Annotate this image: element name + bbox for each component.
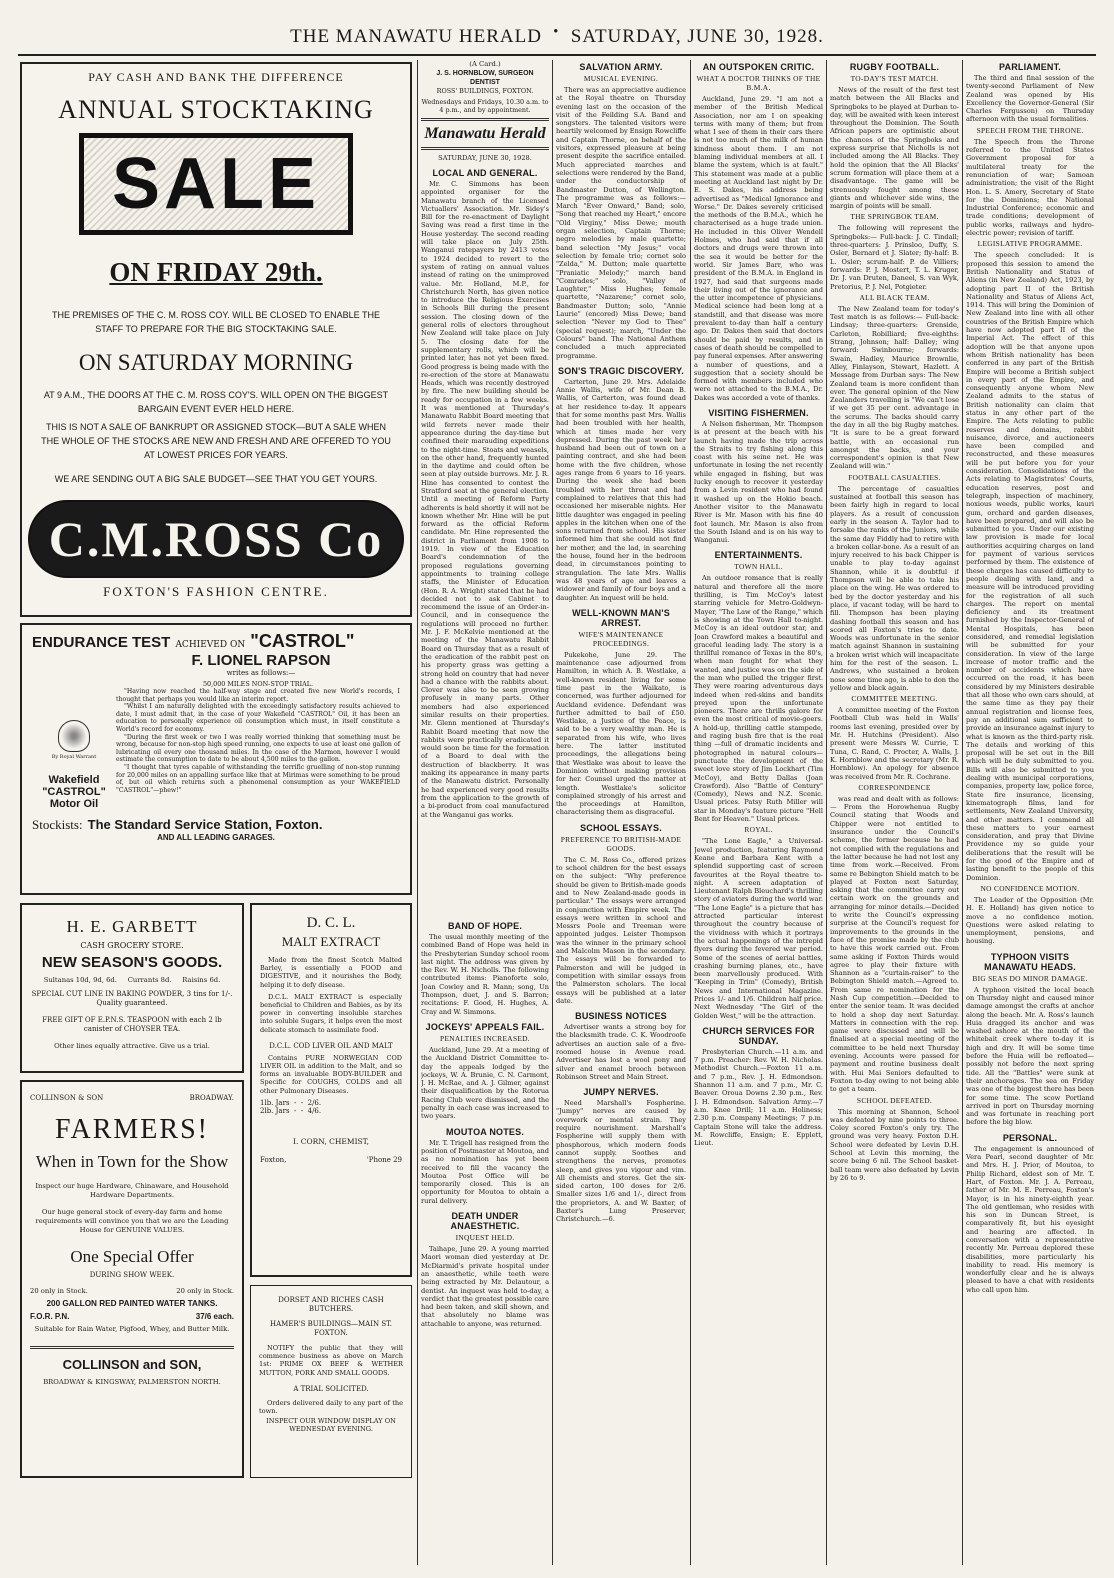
nerves-body: Need Marshall's Fospherine. "Jumpy" nerves are caused by overwork or mental strain. They require nourishment. Marshall's Fospherine will supply them with phosphorous, which modern foods cannot supply. Soothes and strengthens the nerves, promotes sleep, and gives you vigour and vim. All chemists and stores. Get the six-sided carton, 100 doses for 2/6. Smaller sizes 1/6 and 1/-, direct from the proprietors, A. and W. Baxter, of Baxter's Lung Preserver, Christchurch.—6. [556, 1099, 686, 1224]
collinson-stock: Our huge general stock of every-day farm and home requirements will convince you that we are the Leading House for GENUINE VALUES. [35, 1208, 229, 1234]
masthead [18, 26, 1096, 48]
entertainments-heading: ENTERTAINMENTS. [714, 550, 803, 561]
column-7 [966, 60, 1094, 1294]
dentist-hours: Wednesdays and Fridays, 10.30 a.m. to 4 p.m., and by appointment. [421, 98, 549, 114]
collinson-price-row [30, 1312, 234, 1321]
castrol-motor-oil: Motor Oil [49, 798, 99, 810]
herald-dateline: SATURDAY, JUNE 30, 1928. [438, 154, 532, 162]
ross-budget: WE ARE SENDING OUT A BIG SALE BUDGET—SEE THAT YOU GET YOURS. [54, 474, 378, 484]
dentist-building: ROSS' BUILDINGS, FOXTON. [436, 87, 534, 95]
springbok-subheading: THE SPRINGBOK TEAM. [850, 212, 939, 222]
sale-banner [32, 133, 400, 235]
masthead-rule [18, 54, 1096, 56]
no-confidence-subheading: NO CONFIDENCE MOTION. [980, 883, 1080, 893]
parliament-body: The third and final session of the twenty-second Parliament of New Zealand was opened by His Excellency the Governor-General (Sir Charles Fergusson) on Thursday afternoon with the usual formalities. [966, 74, 1094, 124]
collinson-fob: F.O.R. P.N. [30, 1312, 70, 1321]
son-heading: SON'S TRAGIC DISCOVERY. [558, 365, 684, 376]
dcl-chemist: I. CORN, CHEMIST, [293, 1136, 369, 1146]
column-rule [826, 60, 827, 1565]
herald-nameplate: Manawatu Herald [424, 125, 546, 142]
dcl-body1: Made from the finest Scotch Malted Barley, is essentially a FOOD and DIGESTIVE, and it nourishes the Body, helping it to defy disease. [260, 956, 402, 989]
fishermen-heading: VISITING FISHERMEN. [708, 407, 809, 418]
stockists-label: Stockists: [32, 817, 83, 832]
nameplate-rule [421, 118, 549, 121]
collinson-firm: COLLINSON & SON [30, 1094, 104, 1102]
speech-subheading: SPEECH FROM THE THRONE. [976, 125, 1084, 135]
ross-not-bankrupt: THIS IS NOT A SALE OF BANKRUPT OR ASSIGNED STOCK—BUT A SALE WHEN THE WHOLE OF THE STOCKS ARE NEW AND FRESH AND ARE OFFERED TO YOU AT LOWEST PRICES FOR YEARS. [41, 422, 391, 460]
dcl-title: D. C. L. [306, 915, 356, 931]
butchers-orders: Orders delivered daily to any part of the town. [259, 1398, 403, 1416]
butchers-ad [250, 1285, 412, 1478]
castrol-p2: "Whilst I am naturally delighted with the exceedingly satisfactory results achieved to date, I must admit that, in the case of your Wakefield "CASTROL" Oil, it has been an education to personally experience oil consumption which must, in itself constitute a World's record for economy. [116, 703, 400, 733]
defeated-subheading: SCHOOL DEFEATED. [856, 1095, 933, 1105]
collinson-address: BROADWAY & KINGSWAY, PALMERSTON NORTH. [43, 1378, 221, 1386]
castrol-content [32, 680, 400, 810]
typhoon-heading: TYPHOON VISITS MANAWATU HEADS. [984, 951, 1076, 972]
dcl-phone: 'Phone 29 [366, 1155, 402, 1164]
dcl-body2: D.C.L. MALT EXTRACT is especially beneficial to Children and Babies, as by its power in converting insoluble starches into soluble Sugars, it helps even the most delicate stomach to assimilate food. [260, 992, 402, 1034]
church-body: Presbyterian Church.—11 a.m. and 7 p.m. Preacher: Rev. W. H. Nicholas. Methodist Church.—Foxton 11 a.m. and 7 p.m., Rev. J. H. Edmondson. Shannon 11 a.m. and 7 p.m., Mr. C. Beaver. Oroua Downs 2.30 p.m., Rev. J. H. Edmondson. Salvation Army.—7 a.m. Knee Drill; 11 a.m. Holiness; 2.30 p.m. Company Meetings; 7 p.m. Captain Stone will take the address. M. Rowcliffe, Ensign; E. Epplett, Lieut. [694, 1047, 823, 1148]
collinson-rule [30, 1346, 234, 1349]
collinson-instock-right: 20 only in Stock. [176, 1287, 234, 1295]
garbett-name: H. E. GARBETT [66, 917, 198, 936]
salvation-subheading: MUSICAL EVENING. [583, 74, 659, 83]
collinson-price: 37/6 each. [195, 1312, 234, 1321]
ross-fashion: FOXTON'S FASHION CENTRE. [103, 584, 329, 599]
local-general-body: Mr. C. Simmons has been appointed organiser for the Manawatu branch of the Licensed Victuallers' Association. Mr. Sidey's Bill for the re-enactment of Daylight Saving was read a first time in the House yesterday. The second reading will take place on July 25th. Wanganui ratepayers by 2413 votes to 1924 decided to revert to the system of rating on annual values instead of rating on the unimproved value. Mr. Holland, M.P., for Christchurch North, has given notice to introduce the Religious Exercises in Schools Bill during the present session. The closing down of the general rolls of electors throughout New Zealand will take place on July 5. The closing date for the supplementary rolls, which will be printed later, has not yet been fixed. Good progress is being made with the re-erection of the store at Manawatu Heads, which was recently destroyed by fire. The new building should be ready for occupation in a few weeks. It was mentioned at Thursday's Manawatu Rabbit Board meeting that wild ferrets never made their appearance during the day-time but confined their marauding expeditions to the night-time. Stoats and weasels, on the other hand, frequently hunted in the daytime and could often be seen at play outside burrows. Mr. J. R. Hine has consented to contest the Stratford seat at the general election. Until a meeting of Reform Party adherents is held shortly it will not be known whether Mr. Hine will be put forward as the official Reform candidate. Mr. Hine represented the district in Parliament from 1908 to 1919. In view of the Education Board's condemnation of the proposed regulations governing appointments to training college staffs, the Minister of Education (Hon. R. A. Wright) stated that he had decided not to ask Cabinet to recommend the issue of an Order-in-Council, and in consequence the regulations will proceed no further. Mr. J. F. McKelvie mentioned at the meeting of the Manawatu Rabbit Board on Thursday that as a result of the eradication of the rabbit pest on his property grass was getting a strong hold on country that had never had a chance with the rabbits about. Clover was also to be seen growing profusely in many parts. Other members had also experienced similar results on their properties. Mr. Glenn mentioned at Thursday's Rabbit Board meeting that now the rabbits were practically eradicated it would soon be time for the formation of a Board to deal with the destruction of blackberry. It was making its appearance in many parts of the Manawatu district. Personally he had experienced very good results from the application to the growth of a bi-product from coal manufactured at the Wanganui gas works. [421, 180, 549, 819]
salvation-body: There was an appreciative audience at the Royal theatre on Thursday evening last on the occasion of the visit of the Feilding S.A. Band and songsters. The talented visitors were heartily welcomed by Ensign Rowcliffe and Captain Thorne, on behalf of the visitors, expressed pleasure at being present despite the sacrifice entailed. Much appreciated marches and selections were rendered by the Band, under the conductorship of Bandmaster Dutton, of Wellington. The programme was as follows:— March "Ever Onward," Band; solo, "Song that reached my Heart," encore "Old Virginy," Miss Dewe; mouth organ selection, Captain Thorne; negro melodies by male quartette; band selection "My Jesus;" vocal selection by female trio; cornet solo "Zelda," M. Dutton; male quartette "Praniatic Melody;" march band "Comrades;" solo, "Valley of Laughter," Miss Hughes; female quartette, "Nazarene;" cornet solo, Bandmaster Dutton; solo, "Annie Laurie" (encored) Miss Dewe; band selection "Never my God to Thee" (special request); march, "Under the Colours" band. The National Anthem concluded a much appreciated programme. [556, 86, 686, 360]
church-heading: CHURCH SERVICES FOR SUNDAY. [702, 1025, 815, 1046]
ross-logo-box [28, 500, 404, 578]
garbett-other: Other lines equally attractive. Give us a trial. [54, 1042, 210, 1050]
butchers-trial: A TRIAL SOLICITED. [293, 1384, 369, 1393]
dentist-name: J. S. HORNBLOW, SURGEON DENTIST [436, 70, 534, 86]
column-4 [556, 60, 686, 1224]
town-hall-subheading: TOWN HALL. [734, 562, 783, 572]
jockeys-subheading: PENALTIES INCREASED. [440, 1033, 530, 1043]
column-5 [694, 60, 823, 1147]
nameplate-rule-bottom [421, 147, 549, 150]
ross-doors: AT 9 A.M., THE DOORS AT THE C. M. ROSS COY'S. WILL OPEN ON THE BIGGEST BARGAIN EVENT EVER HELD HERE. [43, 390, 389, 414]
arrest-subheading: WIFE'S MAINTENANCE PROCEEDINGS. [578, 629, 664, 648]
castrol-p3: "During the first week or two I was really worried thinking that something must be wrong, because for non-stop high speed running, one expects to use at least one gallon of lubricating oil every one thousand miles. In the case of the Marmon, however I would estimate the consumption to date to be about 4,500 miles to the gallon. [116, 733, 400, 764]
rugby-heading: RUGBY FOOTBALL. [849, 62, 940, 72]
local-general-heading: LOCAL AND GENERAL. [432, 168, 538, 178]
castrol-writes: writes as follows:— [226, 669, 296, 677]
test-subheading: TO-DAY'S TEST MATCH. [850, 74, 939, 83]
castrol-achieved: ACHIEVED ON [175, 640, 246, 650]
castrol-brand: "CASTROL" [250, 631, 355, 651]
garbett-gift: FREE GIFT OF E.P.N.S. TEASPOON with each 2 lb canister of CHOYSER TEA. [42, 1016, 222, 1033]
castrol-letter [116, 680, 400, 810]
speech-body: The Speech from the Throne referred to the United States Government proposal for a multilateral treaty for the renunciation of war; Samoan administration; the visit of the Right Hon. L. S. Amery, Secretary of State for the Dominions; the National Industrial Conference; economic and trade conditions; development of public works, railways and hydro-electric power; revision of tariff. [966, 137, 1094, 238]
column-3 [421, 60, 549, 1328]
masthead-paper: THE MANAWATU HERALD [290, 26, 542, 47]
collinson-offer: One Special Offer [70, 1247, 194, 1266]
collinson-suitable: Suitable for Rain Water, Pigfood, Whey, and Butter Milk. [34, 1325, 230, 1333]
garbett-ad [20, 903, 244, 1073]
ross-title: ANNUAL STOCKTAKING [58, 95, 374, 124]
stockists-station: The Standard Service Station, Foxton. [87, 817, 323, 832]
crest-icon [58, 720, 90, 752]
parliament-heading: PARLIAMENT. [998, 62, 1062, 72]
castrol-title: ENDURANCE TEST [32, 634, 171, 651]
masthead-date: SATURDAY, JUNE 30, 1928. [570, 26, 824, 47]
ross-saturday: ON SATURDAY MORNING [78, 350, 354, 375]
typhoon-body: A typhoon visited the local beach on Thursday night and caused minor damage amongst the crafts at anchor along the beach. Mr. A. Ross's launch Huia dragged its anchor and was washed ashore at the mouth of the whitebait creek where to-day it is high and dry. It will be some time before the Huia will be refloated—possibly not before the next spring tide. All the "Battles" were sunk at their anchorages. The sea on Friday was one of the biggest there has been for some time. The scow Portland arrived in port on Thursday morning and was fortunate in reaching port before the big blow. [966, 985, 1094, 1127]
casualties-body: The percentage of casualties sustained at football this season has been fairly high in regard to local players. As a result of concussion early in the season A. Taylor had to forsake the ranks of the Juniors, while the same day Fiddly had to retire with a broken collar-bone. As a result of an injury received to his back Chipper is unable to play to-day against Shannon, while it is doubtful if Thompson will be able to take his place on the wing. He was ordered to bed by the doctor yesterday and his place, if vacant today, will be hard to fill. Thompson has been playing dashing football this season and has scored all Foxton's tries to date. Woods was unfortunate in the senior match against Shannon in sustaining a broken wrist which will incapacitate him for the rest of the season. L. Andrews, who sustained a broken nose some time ago, is able to don the yellow and black again. [830, 484, 959, 692]
death-body: Taihape, June 29. A young married Maori woman died yesterday at Dr. McDiarmid's private hospital under an anaesthetic, while teeth were being extracted by Mr. Delautour, a dentist. An inquest was held to-day, a verdict that the greatest possible care had been taken, and skill shown, and that absolutely no blame was attachable to anyone, was returned. [421, 1245, 549, 1328]
collinson-farmers: FARMERS! [55, 1114, 209, 1145]
column-rule [690, 60, 691, 1565]
allblack-subheading: ALL BLACK TEAM. [859, 292, 930, 302]
collinson-inspect: Inspect our huge Hardware, Chinaware, and Household Hardware Departments. [35, 1182, 229, 1199]
no-confidence-body: The Leader of the Opposition (Mr. H. E. Holland) has given notice to move a no confidence motion. Questions were asked relating to unemployment, pensions, and housing. [966, 895, 1094, 946]
dcl-cod: D.C.L. COD LIVER OIL AND MALT [269, 1041, 393, 1050]
band-of-hope-body: The usual monthly meeting of the combined Band of Hope was held in the Presbyterian Sunday school room last night. The address was given by the Rev. W. H. Nicholls. The following contributed items: Pianoforte solo, Joan Cowley and R. Mann; song, Un Thompson, duet, J. and S. Barron; recitations: F. Good, H. Hughes, A. Cray and W. Simmons. [421, 933, 549, 1016]
death-subheading: INQUEST HELD. [455, 1233, 515, 1243]
moutoa-body: Mr. T. Trigell has resigned from the position of Postmaster at Moutoa, and as no nomination has yet been received to fill the vacancy the Moutoa Post Office will be temporarily closed. This is an opportunity for Moutoa to obtain a rural delivery. [421, 1138, 549, 1205]
dcl-subtitle: MALT EXTRACT [281, 934, 381, 949]
committee-body: A committee meeting of the Foxton Football Club was held in Walls' rooms last evening, presided over by Mr. H. Hutchins (President). Also present were Messrs W. Currie, T. Tuna, C. Rand, C. Procter, A. Walls, J. K. Hornblow and the secretary (Mr. R. Hornblow). An apology for absence was received from Mr. R. Cochrane. [830, 706, 959, 781]
salvation-heading: SALVATION ARMY. [579, 62, 663, 72]
royal-body: "The Lone Eagle," a Universal-Jewel production, featuring Raymond Keane and Barbara Kent with a splendid supporting cast of screen favourites at the Royal theatre to-night. A screen adaptation of Lieutenant Ralph Bleuchard's thrilling story of aviators during the world war. "The Lone Eagle" is a picture that has attracted particular interest throughout the country because of the vividness with which it portrays the actual happenings of the intrepid flyers during the fevered war period. Some of the scenes of aerial battles, crashing burning planes, etc., have been marvellously produced. With "Keeping in Trim" (Comedy), British News and International Magazine. Prices 1/- and 1/6. Children half price. Next Wednesday "The Girl of the Golden West," will be the attraction. [694, 837, 823, 1020]
dcl-jar2: 2lb. Jars - - 4/6. [260, 1106, 322, 1115]
castrol-ad [20, 623, 412, 895]
dcl-place: Foxton, [260, 1155, 287, 1164]
stockists-garages: AND ALL LEADING GARAGES. [157, 833, 275, 842]
critic-body: Auckland, June 29. "I am not a member of the British Medical Association, nor am I on speaking terms with many of them; but from what I see of them in their cars there is not too much of the milk of human kindness about them. I am not blaming individual members at all. I blame the system, which is at fault." This statement was made at a public meeting at Auckland last night by Dr. E. S. Dakes, his address being advertised as "Medical Ignorance and Worse." Dr. Dakes severely criticised the methods of the B.M.A., which he characterised as a huge trade union. He included in this Oliver Wendell Holmes, who had said that if all doctors and drugs were thrown into the sea it would be better for the world. Sir James Barr, who was president of the B.M.A. in England in 1927, had said that surgeons made their living out of the ignorance and the utter incompetence of physicians. Medical science had been long at a standstill, and that disease was more prevalent to-day than half a century ago. Dr. Dakes then said that doctors should be paid by results, and in cases of death should be compelled to pay funeral expenses. After answering a number of questions, and a suggestion that a society should be formed with members included who were not attached to the B.M.A., Dr. Dakes was accorded a vote of thanks. [694, 95, 823, 402]
correspondence-body: was read and dealt with as follows:— From the Horowhenua Rugby Council stating that Woods and Chipper were not entitled to insurance under the Council's scheme, the former because he had not complied with the regulations and the latter because he had not lost any time from work.—Received. From same re Bebington Shield match to be played at Foxton next Saturday, asking that the committee carry out certain work on the grounds and arranging for minor details.—Decided to write the Council's expressing surprise at the Council's request for improvements to the grounds in the face of the promise made by the club to have this work carried out. From same asking if Foxton Thirds would agree to play their fixture with Shannon as a "curtain-raiser" to the Bebington Shield match.—Agreed to. From same re nomination for the Nash Cup competition.—Decided to enter the senior team. It was decided to hold a shop day next Saturday. Matters in connection with the rep. game were discussed and will be finalised at a special meeting of the committee to be held next Thursday evening. Accounts were passed for payment and routine business dealt with. Hui Mai Seniors defaulted to Foxton to-day owing to not being able to get a team. [830, 794, 959, 1094]
rugby-body: News of the result of the first test match between the All Blacks and Springboks to be played at Durban to-day, will be awaited with keen interest throughout the Dominion. The South African papers are optimistic about the chances of the Springboks and express surprise that Nicholls is not included among the All Blacks. They hold the opinion that the All Blacks' scrum formation will place them at a disadvantage. The game will be strenuously fought among these giants and whichever side wins, the margin of points will be small. [830, 86, 959, 211]
notices-body: Advertiser wants a strong boy for the blacksmith trade. C. K. Woodroofe advertises an auction sale of a five-roomed house in Avenue road. Advertiser has lost a wool pony and silver and enamel brooch between Robinson Street and Main Street. [556, 1023, 686, 1081]
collinson-top [30, 1094, 234, 1102]
butchers-title: DORSET AND RICHES CASH BUTCHERS. [278, 1296, 384, 1313]
masthead-mark: ● [553, 26, 560, 35]
fishermen-body: A Nelson fisherman, Mr. Thompson is at present at the beach with his launch having made the trip across the Straits to try fishing along this coast with his seine net. He was unfortunate in losing the net recently while engaged in fishing, but was lucky enough to recover it yesterday from a Levin resident who had found it washed up on the Hokio beach. Another visitor to the Manawatu River is Mr. Mason with his fine 40 foot launch. Mr. Mason is also from the South Island and is on his way to Wanganui. [694, 419, 823, 545]
garbett-special: SPECIAL CUT LINE IN BAKING POWDER, 3 tins for 1/-. Quality guaranteed. [31, 990, 233, 1007]
springbok-body: The following will represent the Springboks:— Full-back: J. C. Tindall; three-quarters: J. Prinsloo, Duffy, S. Osler, Bernard et J. Slater; fly-half: B. L. Osler; scrum-half: P. de Villiers; forwards: P. J. Mostert, T. L. Kruger, Dr. J. van Druten, Daneel, S. van Wyk, Pretorius, P. J. Nel, Potgieter. [830, 224, 959, 291]
collinson-stock-row [30, 1287, 234, 1295]
royal-subheading: ROYAL. [744, 825, 773, 835]
card-label: (A Card.) [469, 60, 501, 68]
typhoon-subheading: BIG SEAS DO MINOR DAMAGE. [972, 973, 1088, 983]
correspondence-subheading: CORRESPONDENCE [858, 782, 931, 792]
collinson-week: DURING SHOW WEEK. [89, 1271, 175, 1279]
jockeys-body: Auckland, June 29. At a meeting of the Auckland District Committee to-day the appeals lodged by the jockeys, W. A. Brunie, C. N. Carmont, J. H. McRae, and A. J. Gilmer, against their disqualification by the Rotorua Racing Club were dismissed, and the penalty in each case was increased to two years. [421, 1045, 549, 1121]
committee-subheading: COMMITTEE MEETING. [851, 694, 938, 704]
column-rule [962, 60, 963, 1565]
collinson-footer: COLLINSON and SON, [62, 1357, 202, 1372]
butchers-addr: HAMER'S BUILDINGS—MAIN ST. FOXTON. [270, 1320, 392, 1337]
entertainments-body: An outdoor romance that is really natural and therefore all the more thrilling, is Tim McCoy's latest starring vehicle for Metro-Goldwyn-Mayer, "The Law of the Range," which is showing at the Town Hall to-night. McCoy is an ideal outdoor star, and Joan Crawford makes a beautiful and graceful leading lady. The story is a thrillful romance of Texas in the 80's, when man fought for what they wanted, and justice was on the side of the man who pulled the trigger first. They were roaring adventurous days indeed when red-skins and bandits preyed upon the unfortunate pioneers. There are thrills galore for even the most critical of movie-goers. A hold-up, thrilling cattle stampede, and raging bush fire that is the real thing —full of dramatic incidents and photographed in natural colours—punctuate the development of the sweet love story of Jim Lockhart (Tim McCoy), and Betty Dallas (Joan Crawford). Also "Battle of Century" (Comedy), News and N.Z. Scenic. Usual prices. Patsy Ruth Miller will star in Monday's feature picture "Hell Bent for Heaven." Usual prices. [694, 574, 823, 824]
castrol-p4: "I thought that tyres capable of withstanding the terrific gruelling of non-stop running for 20,000 miles on an appalling surface like that at Mirimas were something to be proud of, but oil which returns such a phenomenal consumption as your WAKEFIELD "CASTROL"—phew!" [116, 763, 400, 794]
garbett-store: CASH GROCERY STORE. [80, 941, 184, 950]
collinson-street: BROADWAY. [189, 1094, 234, 1102]
collinson-show: When in Town for the Show [35, 1152, 229, 1171]
ross-friday: ON FRIDAY 29th. [109, 257, 323, 287]
arrest-body: Pukekohe, June 29. The maintenance case adjourned from Hamilton, in which A. B. Westlake, a well-known resident living for some time past in the Waikato, is concerned, was further adjourned for Auckland evidence. Defendant was further admitted to bail of £50. Westlake, a Justice of the Peace, is said to be a very wealthy man. He is separated from his wife, who lives here. The latter instituted proceedings, the allegations being that Westlake was about to leave the Dominion without making provision for her. Counsel urged the matter at length. Westlake's solicitor complained strongly of his arrest and the proceedings at Hamilton, characterising them as disgraceful. [556, 650, 686, 817]
ross-top-line: PAY CASH AND BANK THE DIFFERENCE [88, 70, 344, 84]
garbett-prices: Sultanas 10d, 9d, 6d. Currants 8d. Raisins 6d. [43, 976, 221, 984]
legislative-body: The speech concluded: It is proposed this session to amend the British Nationality and Status of Aliens (in New Zealand) Act, 1923, by adopting part II of the British Nationality and Status of Aliens Act, 1914. This will bring the Dominion of New Zealand into line with all other countries of the British Empire which have now adopted part II of the Imperial Act. The effect of this adoption will be that anyone upon whom British nationality has been conferred in any part of the British Empire will become a British subject in every part of the Empire, and consequently anyone whom New Zealand admits to the status of British nationality can claim that status in any other part of the Empire. The Acts relating to public reserves and domains, rabbit nuisance, divorce, and auctioneers have been compiled and reconstructed, and these measures will be put before you for your consideration. Consolidations of the Acts relating to Magistrates' Courts, education reserves, post and telegraph, inspection of machinery, noxious weeds, public works, kauri gum, orchard and garden diseases, have been prepared, and will also be submitted to you. Under our existing law provision is made for local authorities acquiring charges on land for payment of various services performed by them. The existence of these charges has caused difficulty to people dealing with land, and a measure will be introduced providing for the registration of all such charges. The report on mental deficiency and its treatment furnished by the Inspector-General of Mental Hospitals, has been considered, and remedial legislation will be submitted for your consideration. In view of the large increase of motor traffic and the number of accidents which have occurred on the road, it has been considered by my Ministers desirable that all those who own cars should, at the same time as they pay their annual registration and license fees, pay an additional sum sufficient to provide an insurance against injury to what is known as the third-party risk. The details and working of this proposal will be set out in the Bill which will be duly submitted to you. Bills will also be submitted to you dealing with municipal corporations, companies, property law, police force, State fire insurance, licensing, kinematograph films, land for settlements, New Zealand University, and other matters. I commend all these matters to your earnest consideration, and pray that Divine Providence my so guide your deliberations that the result will be for the good of the Empire and of lasting benefit to the people of this Dominion. [966, 251, 1094, 882]
column-rule [417, 60, 418, 1565]
defeated-body: This morning at Shannon, School was defeated by nine points to three. Coley scored Foxton's only try. The ground was very heavy. Foxton D.H. School were defeated by Levin D.H. School at Levin this morning, the score being 6 nil. The School basket-ball team were also defeated by Levin by 26 to 9. [830, 1107, 959, 1182]
casualties-subheading: FOOTBALL CASUALTIES. [848, 472, 941, 482]
personal-body: The engagement is announced of Vera Pearl, second daughter of Mr. and Mrs. H. J. Prior, of Moutoa, to Philip Richard, eldest son of Mr. T. Hart, of Foxton. Mr. J. A. Perreau, father of Mr. M. E. Perreau, Foxton's Mayor, is in his ninety-eighth year. The old gentleman, who resides with his son in Duncan Street, is comparatively fit, but his eyesight and hearing are affected. In conversation with a representative recently Mr. Perreau deplored these disabilities, more particularly his inability to read. His memory is wonderfully clear and he is always pleased to have a chat with residents who call upon him. [966, 1144, 1094, 1294]
ross-sale-ad [20, 62, 412, 617]
arrest-heading: WELL-KNOWN MAN'S ARREST. [572, 607, 670, 628]
essays-subheading: PREFERENCE TO BRITISH-MADE GOODS. [560, 834, 682, 853]
collinson-instock-left: 20 only in Stock. [30, 1287, 88, 1295]
personal-heading: PERSONAL. [1002, 1132, 1058, 1143]
collinson-ad [20, 1080, 244, 1478]
castrol-p1: "Having now reached the half-way stage and created five new World's records, I thought that perhaps you would like an interim report. [116, 688, 400, 703]
son-body: Carterton, June 29. Mrs. Adelaide Annie Wallis, wife of Mr. Dean B. Wallis, of Carterton, was found dead at her residence to-day. It appears that for some months past Mrs. Wallis had been troubled with her health, which at times made her very depressed. During the past week her husband had been out of town on a painting contract, and she had been home with the five children, whose ages range from 6 years to 16 years. During the week she had been troubled with her throat and had complained to relatives that this had occasioned her miserable nights. Her little daughter was engaged in peeling apples in the kitchen when one of the sons returned from school. His sister informed him that she could not find her mother, and the lad, in searching the house, found her in the bedroom dead, in circumstances pointing to strangulation. The late Mrs. Wallis was 48 years of age and leaves a widower and family of four boys and a daughter. An inquest will be held. [556, 377, 686, 602]
butchers-notify: NOTIFY the public that they will commence business as above on March 1st: PRIME OX BEEF & WETHER MUTTON, PORK AND SMALL GOODS. [259, 1344, 403, 1377]
castrol-trial: 50,000 MILES NON-STOP TRIAL. [202, 680, 314, 688]
essays-body: The C. M. Ross Co., offered prizes to school children for the best essays on the subject: "Why preference should be given to British-made goods and to New Zealand-made goods in particular." The essays were arranged in conjunction with Empire week. The essays were written in school and Messrs Poole and Treeman were appointed judges. Leister Thompson was the winner in the primary school and Malcolm Mason in the secondary. The essays will be forwarded to Palmerston and will be judged in competition with similar essays from the Palmerston scholars. The local essays will be published at a later date. [556, 855, 686, 1005]
essays-heading: SCHOOL ESSAYS. [580, 822, 662, 833]
ross-logo: C.M.ROSS Co [48, 511, 384, 567]
column-rule [552, 60, 553, 1565]
castrol-wakefield: Wakefield [48, 774, 100, 786]
nerves-heading: JUMPY NERVES. [583, 1087, 659, 1098]
castrol-name: "CASTROL" [42, 786, 106, 798]
crest-caption: By Royal Warrant [51, 754, 97, 760]
castrol-side [32, 680, 116, 810]
castrol-stockists [32, 814, 400, 833]
collinson-tanks: 200 GALLON RED PAINTED WATER TANKS. [46, 1299, 218, 1308]
sale-word: SALE [79, 133, 353, 235]
dcl-footer [260, 1156, 402, 1164]
death-heading: DEATH UNDER ANAESTHETIC. [450, 1211, 520, 1232]
castrol-headline [32, 631, 400, 652]
dcl-jar1: 1lb. Jars - - 2/6. [260, 1098, 322, 1107]
dcl-ad [250, 903, 412, 1277]
jockeys-heading: JOCKEYS' APPEALS FAIL. [425, 1021, 545, 1032]
garbett-goods: NEW SEASON'S GOODS. [41, 954, 223, 971]
ross-closed: THE PREMISES OF THE C. M. ROSS COY. WILL BE CLOSED TO ENABLE THE STAFF TO PREPARE FOR THE BIG STOCKTAKING SALE. [52, 310, 380, 334]
allblack-body: The New Zealand team for today's Test match is as follows:— Full-back: Lindsay; three-quarters: Grenside, Carleton, Robilliard; five-eighths: Strang, Johnson; half: Dalley; wing forward: Swinbourne; forwards: Swain, Hadley, Maurice Brownlie, Alley, Finlayson, Stewart, Hazlett. A Message from Durban says: The New Zealand team is more confident than ever. The general opinion of the New Zealanders travelling is "We can't lose if we get 35 per cent. advantage in the scrums. The backs should carry the day in all the big Rugby matches. "It is sure to be a great forward battle, with an occasional run amongst the backs, and your correspondent's opinion is that New Zealand will win." [830, 304, 959, 471]
butchers-window: INSPECT OUR WINDOW DISPLAY ON WEDNESDAY EVENING. [266, 1417, 396, 1434]
dcl-codbody: Contains PURE NORWEGIAN COD LIVER OIL in addition to the Malt, and so forms an invaluable BODY-BUILDER and Specific for COUGHS, COLDS and all other Pulmonary Diseases. [260, 1053, 402, 1095]
castrol-driver: F. LIONEL RAPSON [191, 652, 331, 669]
critic-heading: AN OUTSPOKEN CRITIC. [702, 62, 815, 72]
notices-heading: BUSINESS NOTICES [575, 1011, 667, 1022]
legislative-subheading: LEGISLATIVE PROGRAMME. [977, 239, 1083, 249]
moutoa-heading: MOUTOA NOTES. [445, 1126, 525, 1137]
column-6 [830, 60, 959, 1182]
critic-subheading: WHAT A DOCTOR THINKS OF THE B.M.A. [696, 74, 821, 92]
band-of-hope-heading: BAND OF HOPE. [447, 921, 523, 931]
